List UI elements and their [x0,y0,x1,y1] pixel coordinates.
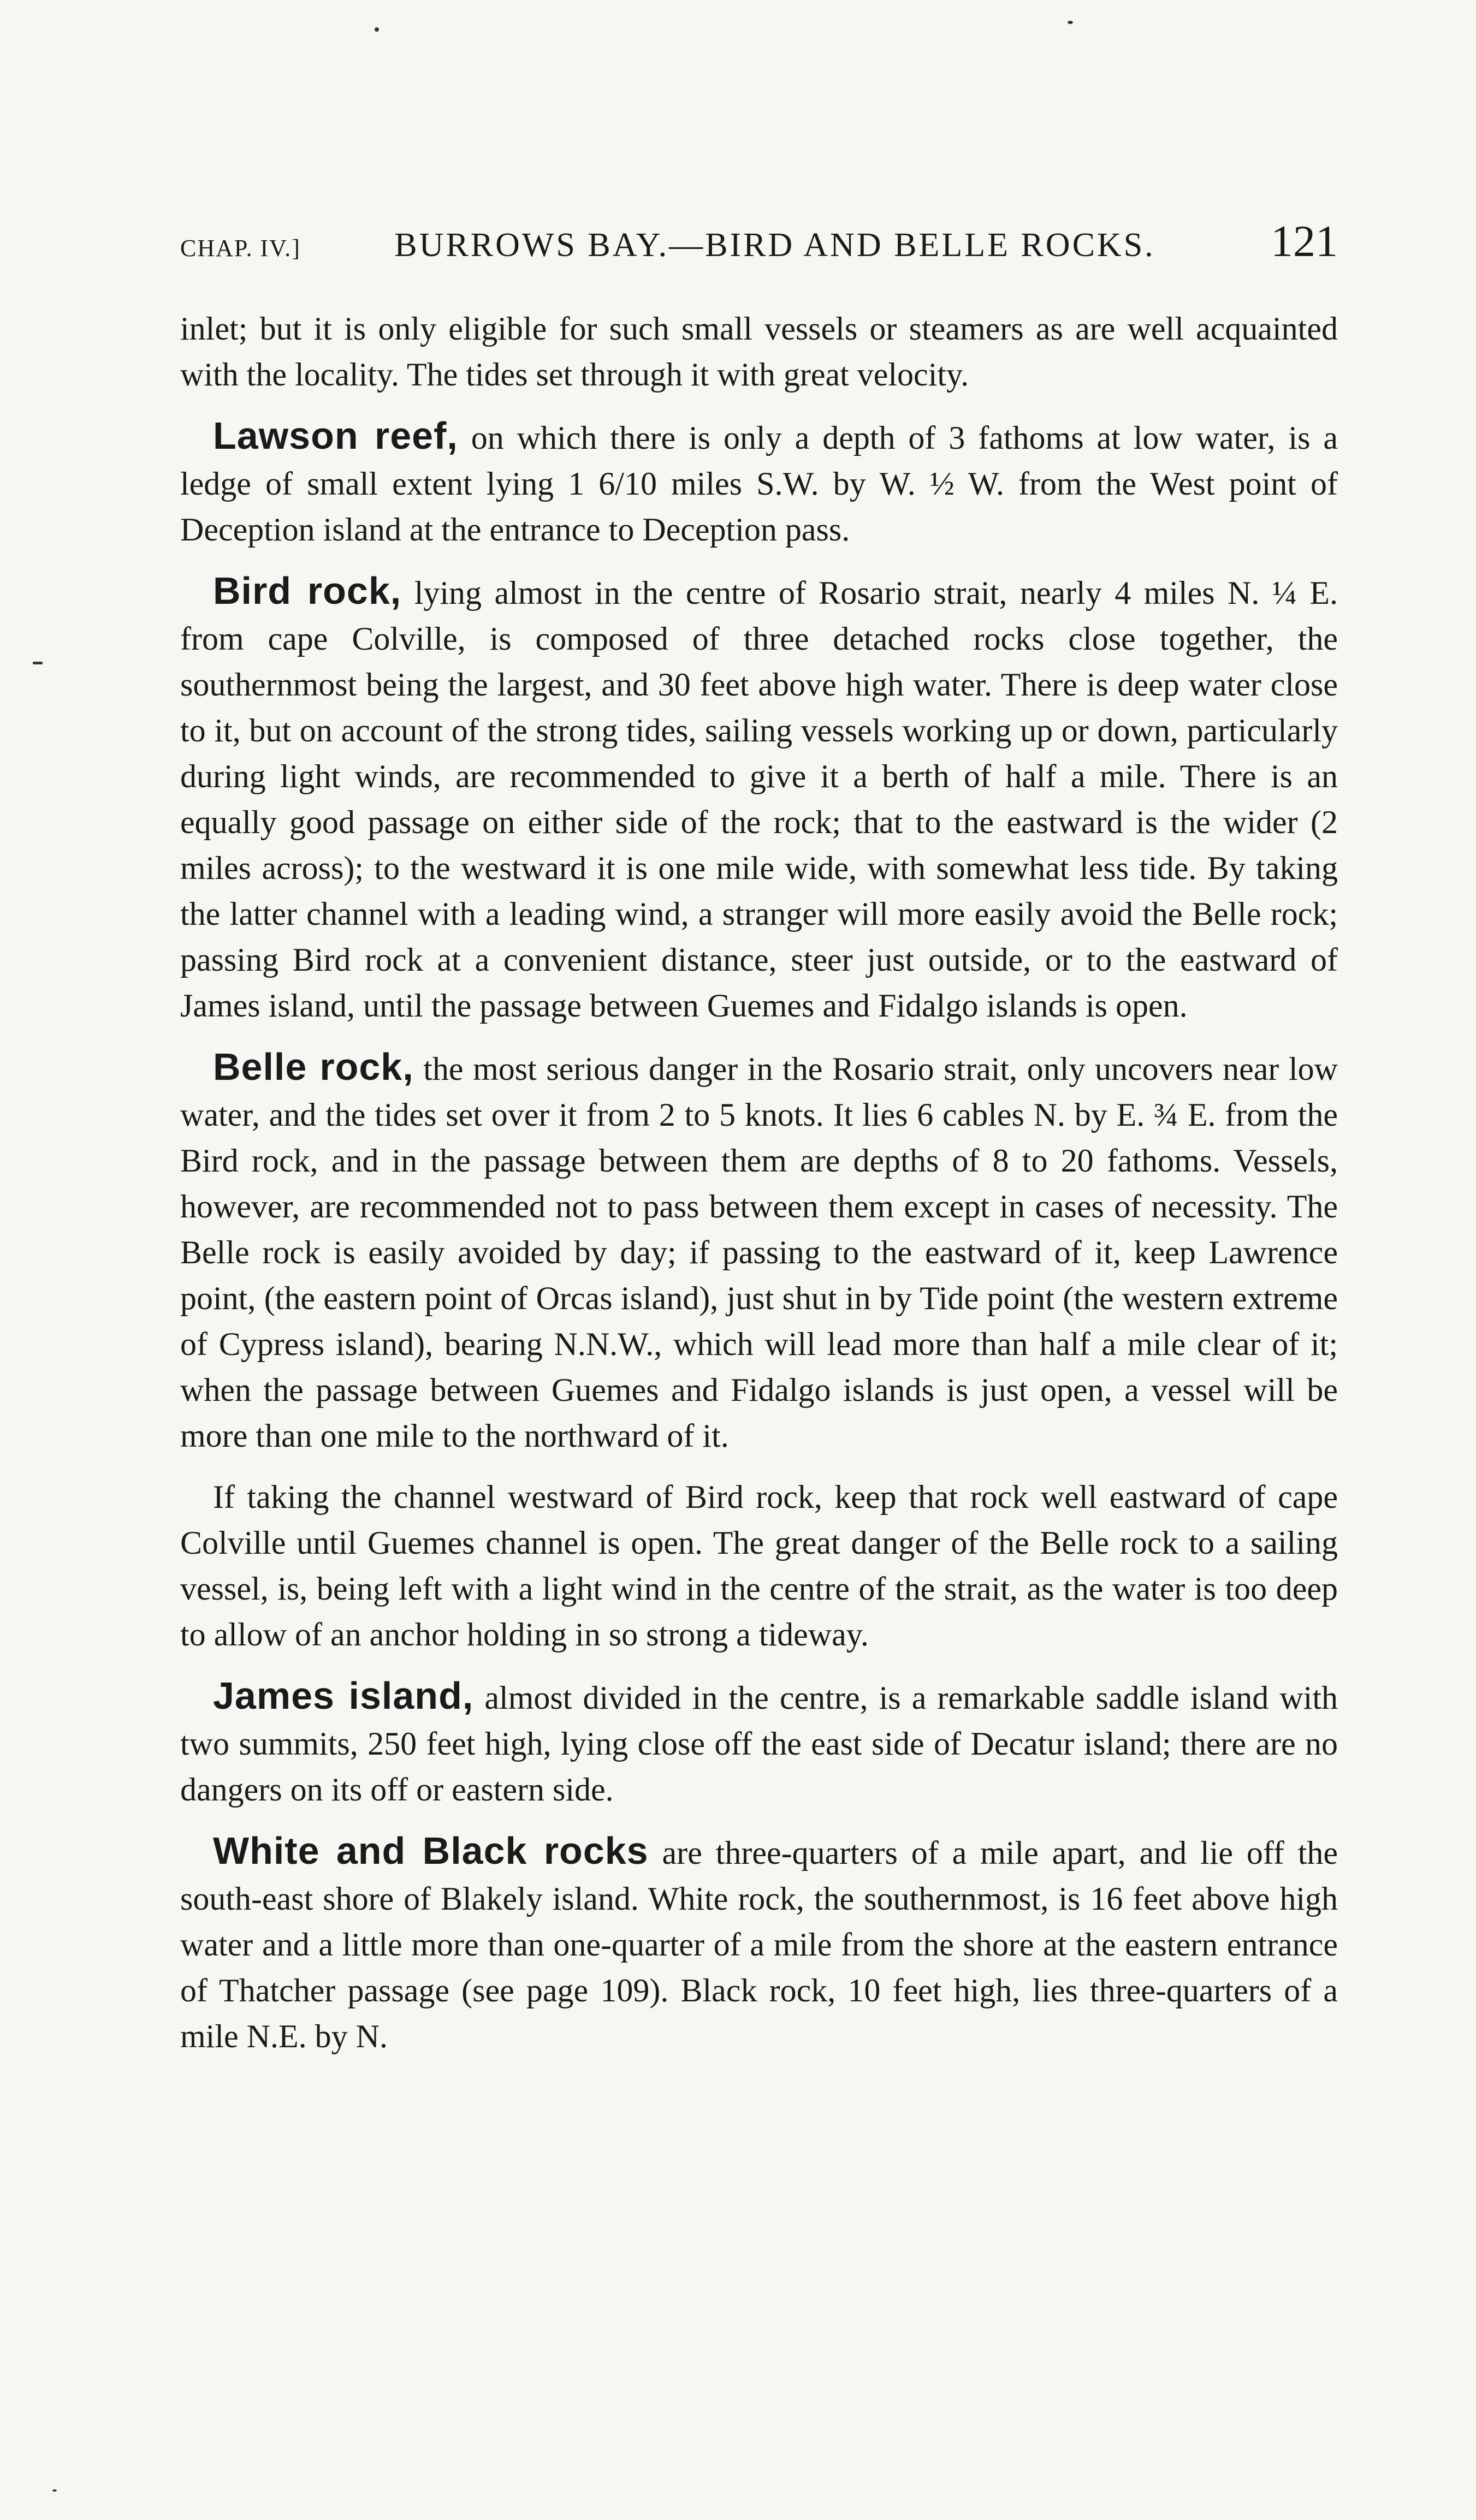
paragraph-text: If taking the channel westward of Bird rock, keep that rock well eastward of cape Colville until Guemes channel is open. The great danger of the Belle rock to a sailing vessel, is, being left with a light wind in the centre of the strait, as the water is too deep to allow of an anchor holding in so strong a tideway. [180,1479,1338,1653]
body-text [180,306,1338,2075]
paragraph-white-black-rocks [180,1828,1338,2059]
running-title: BURROWS BAY.—BIRD AND BELLE ROCKS. [394,227,1155,264]
paragraph-text: on which there is only a depth of 3 fathoms at low water, is a ledge of small extent lying 1 6/10 miles S.W. by W. ½ W. from the West point of Deception island at the entrance to Deception pass. [180,420,1338,548]
paragraph-belle-rock [180,1044,1338,1459]
heading-term: White and Black rocks [213,1829,649,1872]
paragraph-westward-channel [180,1474,1338,1657]
paragraph-james-island [180,1673,1338,1812]
paragraph-inlet [180,306,1338,397]
ink-speck [52,2489,57,2492]
paragraph-text: almost divided in the centre, is a remarkable saddle island with two summits, 250 feet high, lying close off the east side of Decatur island; there are no dangers on its off or eastern side. [180,1680,1338,1808]
paragraph-text: inlet; but it is only eligible for such small vessels or steamers as are well acquainted with the locality. The tides set through it with great velocity. [180,311,1338,393]
heading-term: James island, [213,1674,474,1717]
heading-term: Bird rock, [213,569,402,612]
chapter-label: CHAP. IV.] [180,235,301,261]
paragraph-text: are three-quarters of a mile apart, and lie off the south-east shore of Blakely island. White rock, the southernmost, is 16 feet above high water and a little more than one-quarter of a mile from the shore at the eastern entrance of Thatcher passage (see page 109). Black rock, 10 feet high, lies three-quarters of a mile N.E. by N. [180,1835,1338,2054]
ink-speck [375,27,379,32]
paragraph-bird-rock [180,568,1338,1029]
running-header [180,216,1338,276]
heading-term: Belle rock, [213,1045,414,1088]
paragraph-lawson-reef [180,413,1338,552]
paragraph-text: the most serious danger in the Rosario strait, only uncovers near low water, and the tides set over it from 2 to 5 knots. It lies 6 cables N. by E. ¾ E. from the Bird rock, and in the passage between them are depths of 8 to 20 fathoms. Vessels, however, are recommended not to pass between them except in cases of necessity. The Belle rock is easily avoided by day; if passing to the eastward of it, keep Lawrence point, (the eastern point of Orcas island), just shut in by Tide point (the western extreme of Cypress island), bearing N.N.W., which will lead more than half a mile clear of it; when the passage between Guemes and Fidalgo islands is just open, a vessel will be more than one mile to the northward of it. [180,1051,1338,1454]
heading-term: Lawson reef, [213,414,458,457]
paragraph-text: lying almost in the centre of Rosario strait, nearly 4 miles N. ¼ E. from cape Colville, is composed of three detached rocks close together, the southernmost being the largest, and 30 feet above high water. There is deep water close to it, but on account of the strong tides, sailing vessels working up or down, particularly during light winds, are recommended to give it a berth of half a mile. There is an equally good passage on either side of the rock; that to the eastward is the wider (2 miles across); to the westward it is one mile wide, with somewhat less tide. By taking the latter channel with a leading wind, a stranger will more easily avoid the Belle rock; passing Bird rock at a convenient distance, steer just outside, or to the eastward of James island, until the passage between Guemes and Fidalgo islands is open. [180,575,1338,1024]
page-number: 121 [1271,216,1338,266]
ink-speck [1068,21,1073,24]
ink-speck [33,662,43,664]
